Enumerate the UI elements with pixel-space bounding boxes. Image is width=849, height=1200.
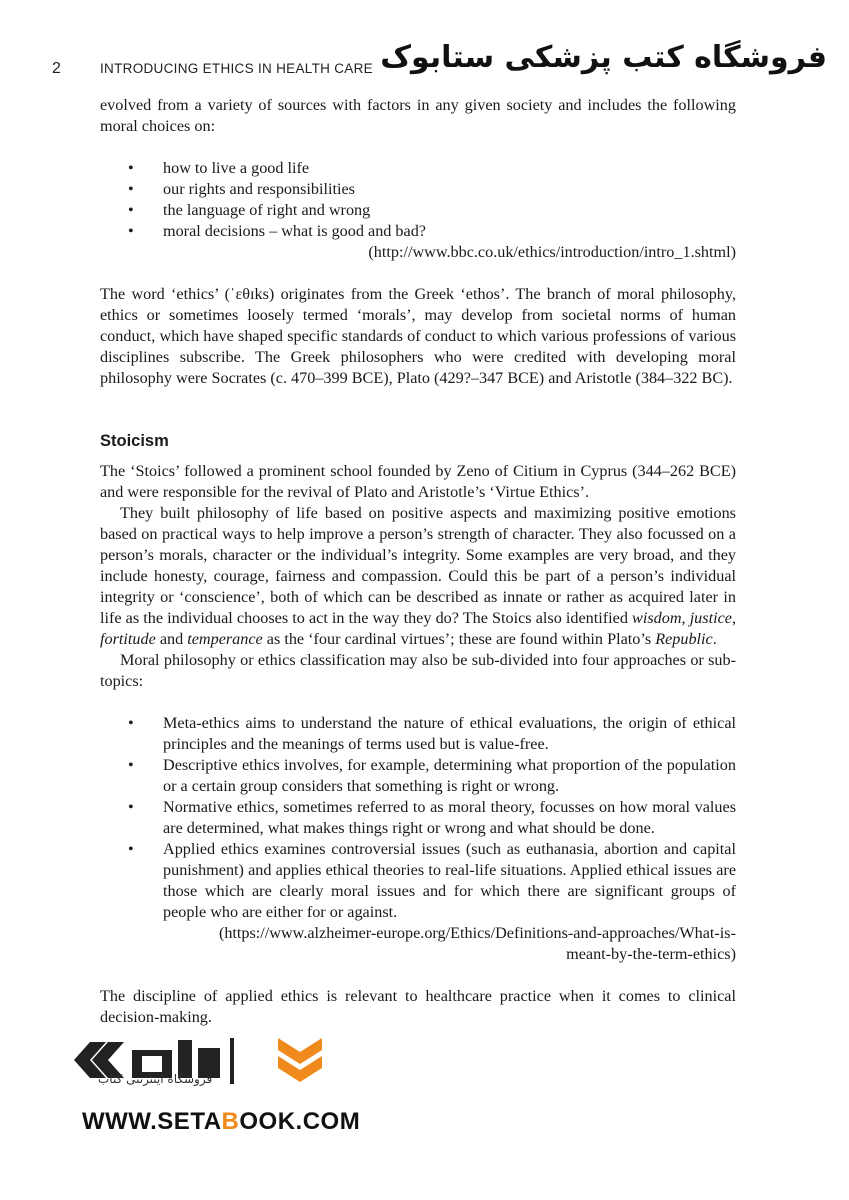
page-number: 2 xyxy=(52,60,61,77)
final-paragraph: The discipline of applied ethics is relevant to healthcare practice when it comes to clinical decision-making. xyxy=(100,987,736,1026)
page-header xyxy=(0,0,849,95)
list-item: • our rights and responsibilities xyxy=(128,180,355,198)
list-item: • Normative ethics, sometimes referred to as moral theory, focusses on how moral values are determined, what makes things right or wrong and what should be done. xyxy=(128,798,736,837)
virtue-justice: justice xyxy=(689,609,732,627)
watermark-subtitle: فروشگاه اینترنتی کتاب xyxy=(98,1072,213,1086)
bullet-icon: • xyxy=(128,714,134,732)
bullet-icon: • xyxy=(128,798,134,816)
bullet-icon: • xyxy=(128,840,134,858)
moral-choices-list xyxy=(100,158,736,242)
list-item: • the language of right and wrong xyxy=(128,201,371,219)
citation-alzheimer: (https://www.alzheimer-europe.org/Ethics/Definitions-and-approaches/What-is-meant-by-the-term-ethics) xyxy=(218,924,736,963)
virtue-wisdom: wisdom xyxy=(632,609,682,627)
setabook-watermark xyxy=(70,1020,370,1140)
list-item: • Meta-ethics aims to understand the nature of ethical evaluations, the origin of ethical principles and the meanings of terms used but is value-free. xyxy=(128,714,736,753)
citation-bbc: (http://www.bbc.co.uk/ethics/introduction/intro_1.shtml) xyxy=(368,243,736,261)
philosophy-paragraph: They built philosophy of life based on positive aspects and maximizing positive emotions based on practical ways to help improve a person’s strength of character. They also focussed on a person’s morals, character or the individual’s integrity. Some examples are very broad, and they include honesty, courage, fairness and compassion. Could this be part of a person’s individual integrity or ‘conscience’, both of which can be described as innate or rather as acquired later in life as the individual chooses to act in the way they do? The Stoics also identified wisdom, justice, fortitude and temperance as the ‘four cardinal virtues’; these are found within Plato’s Republic. xyxy=(100,504,736,648)
virtue-fortitude: fortitude xyxy=(100,630,156,648)
bullet-icon: • xyxy=(128,159,134,177)
ethics-paragraph: The word ‘ethics’ (ˈɛθɪks) originates from the Greek ‘ethos’. The branch of moral philosophy, ethics or sometimes loosely termed ‘morals’, may develop from societal norms of human conduct, which have shaped specific standards of conduct to which various professions of various disciplines subscribe. The Greek philosophers who were credited with developing moral philosophy were Socrates (c. 470–399 BCE), Plato (429?–347 BCE) and Aristotle (384–322 BC). xyxy=(100,285,736,387)
section-heading-stoicism: Stoicism xyxy=(100,432,169,450)
bullet-icon: • xyxy=(128,180,134,198)
republic-title: Republic xyxy=(655,630,713,648)
setabook-logo-icon xyxy=(70,1020,370,1100)
watermark-url: WWW.SETABOOK.COM xyxy=(82,1108,361,1135)
ethics-approaches-list xyxy=(100,713,736,923)
bullet-icon: • xyxy=(128,222,134,240)
page-body xyxy=(100,95,736,1028)
running-head: INTRODUCING ETHICS IN HEALTH CARE xyxy=(100,61,373,76)
bullet-icon: • xyxy=(128,201,134,219)
classification-paragraph: Moral philosophy or ethics classification may also be sub-divided into four approaches or sub- topics: xyxy=(100,651,736,690)
stoics-paragraph: The ‘Stoics’ followed a prominent school founded by Zeno of Citium in Cyprus (344–262 BCE) and were responsible for the revival of Plato and Aristotle’s ‘Virtue Ethics’. xyxy=(100,462,736,501)
bullet-icon: • xyxy=(128,756,134,774)
virtue-temperance: temperance xyxy=(187,630,263,648)
list-item: • Applied ethics examines controversial issues (such as euthanasia, abortion and capital punishment) and applies ethical theories to real-life situations. Applied ethical issues are those which are clearly moral issues and for which there are significant groups of people who are either for or against. xyxy=(128,840,736,921)
intro-paragraph: evolved from a variety of sources with factors in any given society and includes the following moral choices on: xyxy=(100,96,736,135)
store-banner: فروشگاه کتب پزشکی ستابوک xyxy=(380,40,827,75)
list-item: • how to live a good life xyxy=(128,159,310,177)
list-item: • moral decisions – what is good and bad? xyxy=(128,222,426,240)
list-item: • Descriptive ethics involves, for example, determining what proportion of the population or a certain group considers that something is right or wrong. xyxy=(128,756,736,795)
